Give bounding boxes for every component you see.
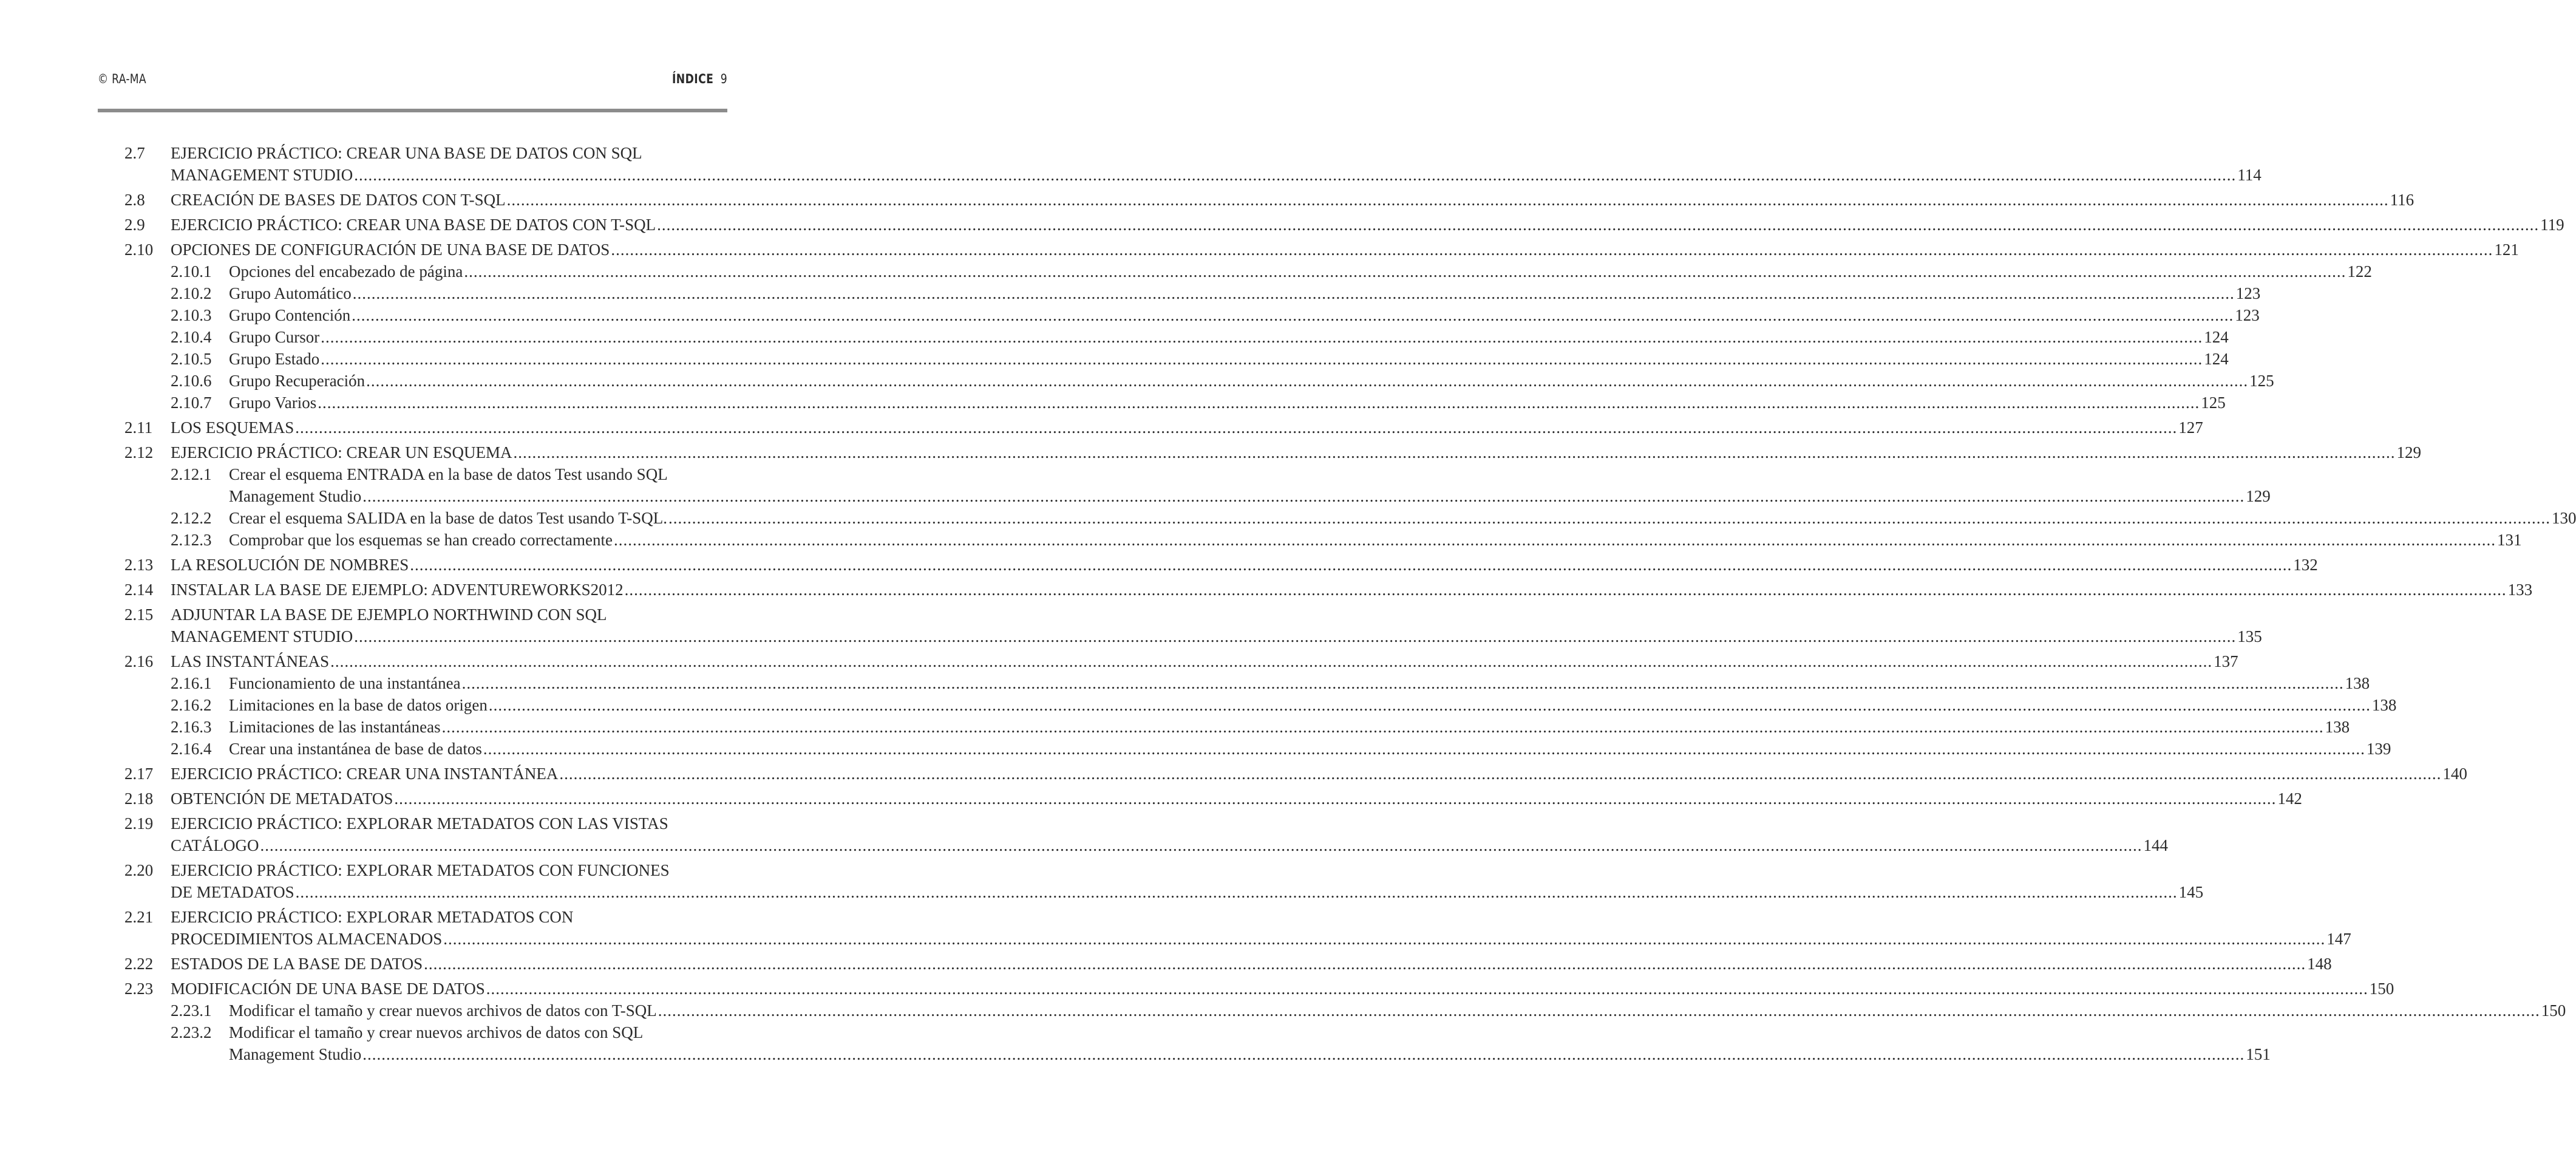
toc-entry-title: MANAGEMENT STUDIO [171, 166, 353, 184]
toc-entry [124, 953, 2332, 975]
dot-leader: ................................................................................................................................................................................................................................................................................................................................................................................................................ [366, 372, 2249, 390]
toc-entry [124, 763, 2467, 785]
dot-leader: ................................................................................................................................................................................................................................................................................................................................................................................................................ [441, 718, 2324, 736]
toc-entry-title: EJERCICIO PRÁCTICO: CREAR UN ESQUEMA [171, 443, 512, 462]
toc-entry-page: 140 [2442, 765, 2467, 783]
toc-entry [124, 282, 2261, 304]
toc-entry-page: 125 [2201, 394, 2226, 412]
toc-entry-number: 2.18 [124, 789, 154, 808]
dot-leader: ................................................................................................................................................................................................................................................................................................................................................................................................................ [295, 418, 2178, 437]
toc-entry-title: Grupo Contención [229, 306, 351, 324]
toc-entry-page: 142 [2277, 789, 2302, 808]
dot-leader: ................................................................................................................................................................................................................................................................................................................................................................................................................ [424, 955, 2306, 973]
toc-entry-number: 2.10.2 [171, 284, 212, 302]
toc-entry-page: 138 [2371, 696, 2397, 714]
toc-entry-title: Crear una instantánea de base de datos [229, 740, 482, 758]
toc-entry-page: 116 [2390, 191, 2415, 209]
toc-entry-title: Grupo Cursor [229, 328, 320, 346]
toc-entry-page: 144 [2143, 836, 2168, 854]
toc-entry [124, 304, 2260, 326]
toc-entry-page: 129 [2246, 487, 2271, 505]
toc-entry-number: 2.9 [124, 216, 145, 234]
header-rule [98, 109, 727, 112]
toc-entry-page: 151 [2246, 1045, 2271, 1063]
toc-entry-title: Grupo Automático [229, 284, 352, 302]
toc-entry-title: Crear el esquema SALIDA en la base de datos Test usando T-SQL. [229, 509, 667, 527]
dot-leader: ................................................................................................................................................................................................................................................................................................................................................................................................................ [488, 696, 2371, 714]
toc-entry-page: 119 [2540, 216, 2564, 234]
toc-entry [124, 788, 2302, 809]
dot-leader: ................................................................................................................................................................................................................................................................................................................................................................................................................ [461, 674, 2344, 692]
toc-entry-page: 129 [2396, 443, 2422, 462]
toc-entry-number: 2.23 [124, 980, 154, 998]
toc-entry-title: CREACIÓN DE BASES DE DATOS CON T-SQL [171, 191, 506, 209]
toc-entry [124, 214, 2564, 236]
toc-entry [124, 392, 2226, 414]
toc-entry [124, 672, 2370, 694]
toc-entry-number: 2.10 [124, 240, 154, 259]
dot-leader: ................................................................................................................................................................................................................................................................................................................................................................................................................ [614, 531, 2496, 549]
toc-entry-number: 2.16.2 [171, 696, 212, 714]
dot-leader: ................................................................................................................................................................................................................................................................................................................................................................................................................ [318, 394, 2200, 412]
toc-entry-number: 2.17 [124, 765, 154, 783]
toc-entry [124, 463, 2271, 507]
toc-entry [124, 694, 2397, 716]
toc-entry-title: CATÁLOGO [171, 836, 259, 854]
dot-leader: ................................................................................................................................................................................................................................................................................................................................................................................................................ [668, 509, 2551, 527]
toc-entry-number: 2.16 [124, 652, 154, 670]
toc-entry-number: 2.22 [124, 955, 154, 973]
toc-entry [124, 604, 2262, 647]
toc-entry-number: 2.15 [124, 605, 154, 624]
toc-entry-page: 123 [2235, 306, 2260, 324]
dot-leader: ................................................................................................................................................................................................................................................................................................................................................................................................................ [362, 1045, 2245, 1063]
toc-entry-title: EJERCICIO PRÁCTICO: CREAR UNA BASE DE DATOS CON T-SQL [171, 216, 656, 234]
toc-entry-title: LAS INSTANTÁNEAS [171, 652, 330, 670]
dot-leader: ................................................................................................................................................................................................................................................................................................................................................................................................................ [559, 765, 2442, 783]
toc-entry [124, 417, 2203, 438]
toc-entry-number: 2.12.2 [171, 509, 212, 527]
toc-entry [124, 239, 2519, 261]
toc-entry-title: LA RESOLUCIÓN DE NOMBRES [171, 556, 409, 574]
dot-leader: ................................................................................................................................................................................................................................................................................................................................................................................................................ [260, 836, 2143, 854]
toc-entry-number: 2.21 [124, 908, 154, 926]
toc-entry-title: Modificar el tamaño y crear nuevos archivos de datos con T-SQL [229, 1001, 657, 1020]
toc-entry-page: 145 [2178, 883, 2204, 901]
toc-entry [124, 650, 2238, 672]
toc-entry-number: 2.12.1 [171, 465, 212, 483]
dot-leader: ................................................................................................................................................................................................................................................................................................................................................................................................................ [513, 443, 2396, 462]
toc-entry [124, 529, 2522, 551]
toc-entry-number: 2.12.3 [171, 531, 212, 549]
toc-entry-number: 2.13 [124, 556, 154, 574]
toc-entry-title: EJERCICIO PRÁCTICO: EXPLORAR METADATOS CON [171, 908, 574, 926]
toc-entry-page: 148 [2307, 955, 2332, 973]
toc-entry-number: 2.11 [124, 418, 153, 437]
toc-entry-title: Funcionamiento de una instantánea [229, 674, 461, 692]
toc-entry-page: 135 [2237, 627, 2262, 646]
toc-entry-title: ADJUNTAR LA BASE DE EJEMPLO NORTHWIND CON SQL [171, 605, 607, 624]
dot-leader: ................................................................................................................................................................................................................................................................................................................................................................................................................ [464, 262, 2347, 281]
toc-entry-page: 139 [2366, 740, 2391, 758]
toc-entry [124, 579, 2533, 601]
running-header-publisher: © RA-MA [98, 72, 146, 86]
toc-entry-page: 114 [2237, 166, 2262, 184]
toc-entry-page: 124 [2204, 328, 2229, 346]
dot-leader: ................................................................................................................................................................................................................................................................................................................................................................................................................ [321, 350, 2203, 368]
toc-entry-title: EJERCICIO PRÁCTICO: EXPLORAR METADATOS CON FUNCIONES [171, 861, 670, 879]
toc-entry-number: 2.10.3 [171, 306, 212, 324]
toc-entry-title: PROCEDIMIENTOS ALMACENADOS [171, 930, 443, 948]
dot-leader: ................................................................................................................................................................................................................................................................................................................................................................................................................ [321, 328, 2203, 346]
dot-leader: ................................................................................................................................................................................................................................................................................................................................................................................................................ [295, 883, 2178, 901]
dot-leader: ................................................................................................................................................................................................................................................................................................................................................................................................................ [486, 980, 2368, 998]
toc-entry-title: Grupo Varios [229, 394, 317, 412]
toc-entry-title: Limitaciones de las instantáneas [229, 718, 441, 736]
toc-entry-number: 2.23.2 [171, 1023, 212, 1041]
toc-entry [124, 142, 2262, 186]
toc-entry-number: 2.10.1 [171, 262, 212, 281]
toc-entry-page: 130 [2551, 509, 2576, 527]
toc-entry-title: EJERCICIO PRÁCTICO: CREAR UNA INSTANTÁNEA [171, 765, 559, 783]
toc-entry-number: 2.8 [124, 191, 145, 209]
dot-leader: ................................................................................................................................................................................................................................................................................................................................................................................................................ [611, 240, 2493, 259]
toc-entry-page: 124 [2204, 350, 2229, 368]
toc-entry-number: 2.7 [124, 144, 145, 162]
dot-leader: ................................................................................................................................................................................................................................................................................................................................................................................................................ [483, 740, 2365, 758]
dot-leader: ................................................................................................................................................................................................................................................................................................................................................................................................................ [443, 930, 2326, 948]
toc-entry-number: 2.23.1 [171, 1001, 212, 1020]
toc-entry-title: Management Studio [229, 487, 362, 505]
toc-entry-page: 137 [2214, 652, 2238, 670]
toc-entry-number: 2.16.3 [171, 718, 212, 736]
toc-entry-title: MANAGEMENT STUDIO [171, 627, 353, 646]
toc-entry-page: 150 [2369, 980, 2394, 998]
toc-entry [124, 348, 2229, 370]
toc-entry-number: 2.12 [124, 443, 154, 462]
toc-entry-title: Grupo Recuperación [229, 372, 365, 390]
toc-entry-title: Crear el esquema ENTRADA en la base de datos Test usando SQL [229, 465, 668, 483]
toc-entry-title: OPCIONES DE CONFIGURACIÓN DE UNA BASE DE DATOS [171, 240, 610, 259]
toc-entry-title: INSTALAR LA BASE DE EJEMPLO: ADVENTUREWORKS2012 [171, 581, 624, 599]
dot-leader: ................................................................................................................................................................................................................................................................................................................................................................................................................ [354, 166, 2237, 184]
dot-leader: ................................................................................................................................................................................................................................................................................................................................................................................................................ [352, 284, 2235, 302]
toc-entry-page: 125 [2249, 372, 2274, 390]
toc-entry [124, 813, 2168, 856]
toc-entry-page: 132 [2293, 556, 2318, 574]
toc-entry-page: 122 [2347, 262, 2372, 281]
toc-entry-title: Comprobar que los esquemas se han creado correctamente [229, 531, 613, 549]
toc-entry-title: DE METADATOS [171, 883, 294, 901]
toc-entry [124, 738, 2391, 760]
toc-entry-title: ESTADOS DE LA BASE DE DATOS [171, 955, 423, 973]
toc-entry-number: 2.19 [124, 814, 154, 833]
dot-leader: ................................................................................................................................................................................................................................................................................................................................................................................................................ [394, 789, 2277, 808]
toc-entry [124, 906, 2351, 950]
toc-entry [124, 507, 2576, 529]
toc-entry-page: 121 [2494, 240, 2519, 259]
toc-entry [124, 1000, 2566, 1021]
toc-entry-page: 123 [2235, 284, 2261, 302]
toc-entry [124, 370, 2274, 392]
page-number: 9 [721, 72, 727, 86]
toc-entry [124, 554, 2318, 576]
dot-leader: ................................................................................................................................................................................................................................................................................................................................................................................................................ [624, 581, 2507, 599]
dot-leader: ................................................................................................................................................................................................................................................................................................................................................................................................................ [410, 556, 2292, 574]
toc-entry-number: 2.14 [124, 581, 154, 599]
toc-entry-title: Grupo Estado [229, 350, 320, 368]
dot-leader: ................................................................................................................................................................................................................................................................................................................................................................................................................ [657, 216, 2540, 234]
toc-entry-number: 2.16.4 [171, 740, 212, 758]
toc-entry [124, 441, 2422, 463]
toc-entry-number: 2.10.6 [171, 372, 212, 390]
dot-leader: ................................................................................................................................................................................................................................................................................................................................................................................................................ [352, 306, 2234, 324]
toc-entry [124, 326, 2229, 348]
dot-leader: ................................................................................................................................................................................................................................................................................................................................................................................................................ [354, 627, 2237, 646]
toc-entry-number: 2.16.1 [171, 674, 212, 692]
toc-entry-title: OBTENCIÓN DE METADATOS [171, 789, 393, 808]
toc-entry-title: Management Studio [229, 1045, 362, 1063]
toc-entry [124, 1021, 2271, 1065]
toc-entry [124, 859, 2204, 903]
toc-entry-page: 138 [2325, 718, 2350, 736]
toc-entry-number: 2.20 [124, 861, 154, 879]
running-header-title: ÍNDICE [672, 72, 714, 86]
toc-entry [124, 716, 2350, 738]
toc-entry-number: 2.10.7 [171, 394, 212, 412]
toc-entry [124, 261, 2372, 282]
toc-entry-page: 150 [2541, 1001, 2566, 1020]
toc-entry-page: 138 [2345, 674, 2370, 692]
toc-entry-page: 127 [2178, 418, 2203, 437]
dot-leader: ................................................................................................................................................................................................................................................................................................................................................................................................................ [330, 652, 2213, 670]
dot-leader: ................................................................................................................................................................................................................................................................................................................................................................................................................ [362, 487, 2245, 505]
toc-entry [124, 978, 2394, 1000]
toc-entry-title: Limitaciones en la base de datos origen [229, 696, 488, 714]
toc-entry-number: 2.10.5 [171, 350, 212, 368]
toc-entry-title: EJERCICIO PRÁCTICO: CREAR UNA BASE DE DATOS CON SQL [171, 144, 642, 162]
toc-entry-page: 131 [2497, 531, 2522, 549]
toc-entry-title: EJERCICIO PRÁCTICO: EXPLORAR METADATOS CON LAS VISTAS [171, 814, 668, 833]
toc-entry-page: 133 [2507, 581, 2533, 599]
dot-leader: ................................................................................................................................................................................................................................................................................................................................................................................................................ [506, 191, 2389, 209]
toc-entry-number: 2.10.4 [171, 328, 212, 346]
toc-entry-title: Modificar el tamaño y crear nuevos archivos de datos con SQL [229, 1023, 644, 1041]
running-header [672, 72, 727, 86]
table-of-contents [124, 139, 2576, 1065]
dot-leader: ................................................................................................................................................................................................................................................................................................................................................................................................................ [658, 1001, 2540, 1020]
toc-entry-page: 147 [2326, 930, 2351, 948]
toc-entry-title: MODIFICACIÓN DE UNA BASE DE DATOS [171, 980, 485, 998]
toc-entry-title: Opciones del encabezado de página [229, 262, 463, 281]
toc-entry [124, 189, 2415, 211]
toc-entry-title: LOS ESQUEMAS [171, 418, 294, 437]
